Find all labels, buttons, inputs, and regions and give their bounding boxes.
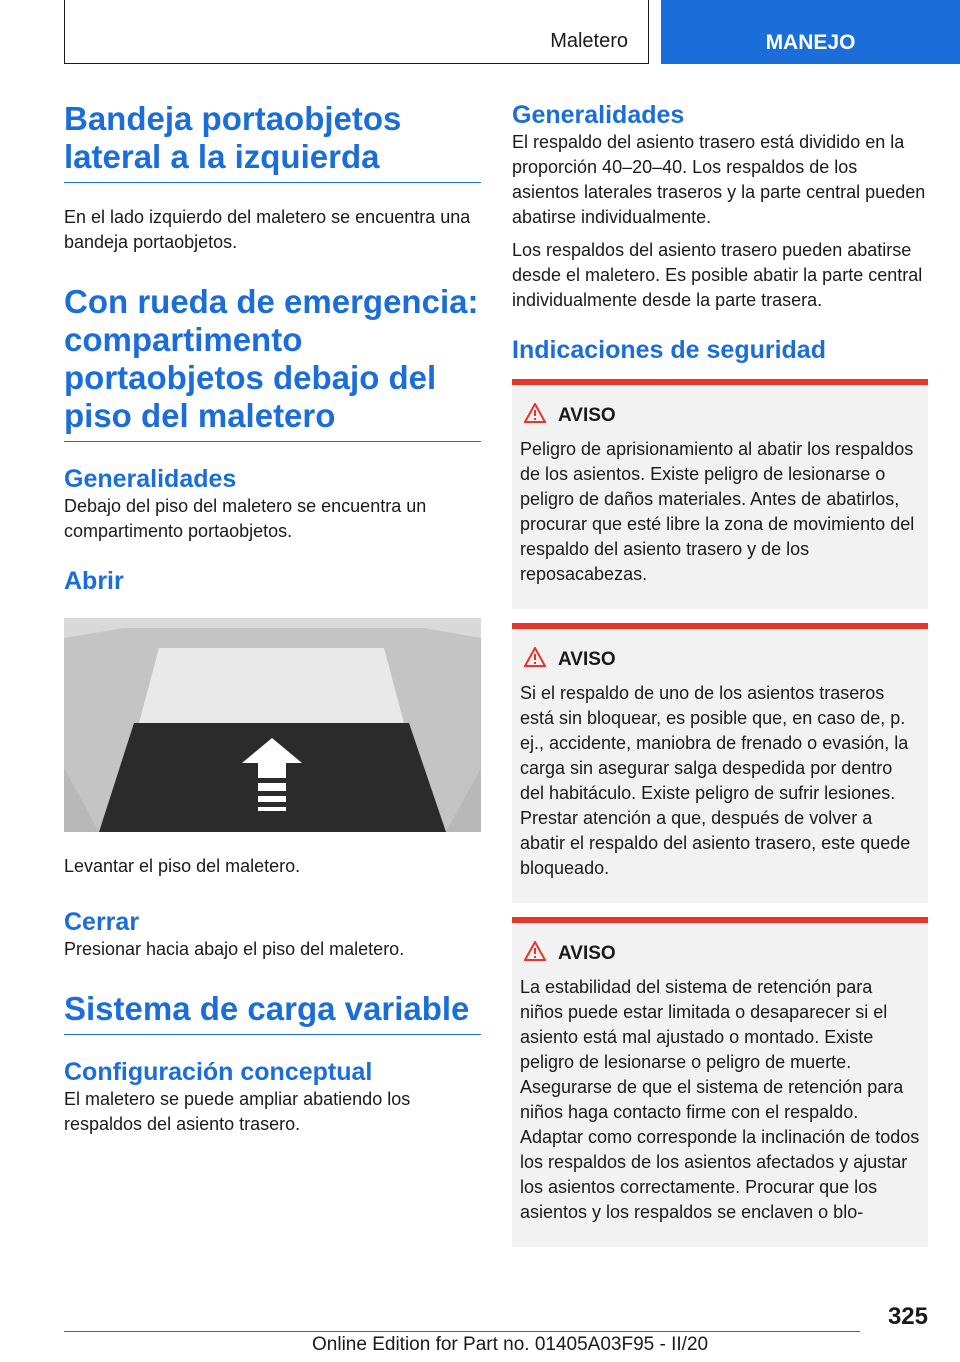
left-column — [64, 100, 481, 1137]
warning-triangle-icon — [524, 403, 546, 429]
trunk-floor-illustration — [64, 618, 481, 832]
footer-divider — [64, 1331, 860, 1332]
heading-abrir: Abrir — [64, 567, 124, 595]
heading-sistema: Sistema de carga variable — [64, 990, 481, 1035]
heading-config: Configuración conceptual — [64, 1058, 373, 1086]
heading-bandeja: Bandeja portaobjetos lateral a la izquierda — [64, 100, 481, 183]
page-number: 325 — [887, 1303, 928, 1330]
header-section-box — [64, 0, 649, 64]
heading-generalidades-left: Generalidades — [64, 465, 237, 493]
text-generalidades-left: Debajo del piso del maletero se encuentra un compartimento portaobjetos. — [64, 496, 427, 541]
warning-title: AVISO — [558, 405, 616, 426]
text-generalidades-2: Los respaldos del asiento trasero pueden abatirse desde el maletero. Es posible abatir la parte central individualmente desde la parte trasera. — [512, 240, 923, 310]
heading-cerrar: Cerrar — [64, 908, 140, 936]
footer-edition: Online Edition for Part no. 01405A03F95 - II/20 — [312, 1334, 709, 1355]
heading-seguridad: Indicaciones de seguridad — [512, 336, 826, 364]
warning-text: Peligro de aprisionamiento al abatir los respaldos de los asientos. Existe peligro de lesionarse o peligro de daños materiales. Antes de abatirlos, procurar que esté libre la zona de movimiento del respaldo del asiento trasero y de los reposacabezas. — [520, 439, 915, 584]
warning-text: Si el respaldo de uno de los asientos traseros está sin bloquear, es posible que, en caso de, p. ej., accidente, maniobra de frenado o evasión, la carga sin asegurar salga despedida por dentro del habitáculo. Existe peligro de sufrir lesiones. Prestar atención a que, después de volver a abatir el respaldo del asiento trasero, este quede bloqueado. — [520, 683, 911, 878]
warning-text: La estabilidad del sistema de retención para niños puede estar limitada o desaparecer si el asiento está mal ajustado o montado. Existe peligro de lesionarse o peligro de muerte. Asegurarse de que el sistema de retención para niños haga contacto firme con el respaldo. Adaptar como corresponde la inclinación de todos los respaldos de los asientos afectados y ajustar los asientos correctamente. Procurar que los asientos y los respaldos se enclaven o blo- — [520, 977, 920, 1222]
right-column — [512, 100, 928, 1247]
text-generalidades-1: El respaldo del asiento trasero está dividido en la proporción 40–20–40. Los respaldos de los asientos laterales traseros y la parte central pueden abatirse individualmente. — [512, 132, 926, 227]
warning-box — [512, 917, 928, 1247]
heading-rueda: Con rueda de emergencia: compartimento portaobjetos debajo del piso del maletero — [64, 283, 481, 442]
heading-generalidades-right: Generalidades — [512, 101, 685, 129]
warning-box — [512, 623, 928, 903]
warning-title: AVISO — [558, 649, 616, 670]
warning-triangle-icon — [524, 647, 546, 673]
warning-triangle-icon — [524, 941, 546, 967]
text-bandeja: En el lado izquierdo del maletero se encuentra una bandeja portaobjetos. — [64, 207, 471, 252]
warning-title: AVISO — [558, 943, 616, 964]
figure-caption: Levantar el piso del maletero. — [64, 856, 301, 876]
warning-box — [512, 379, 928, 609]
header-section-title: Maletero — [550, 30, 628, 52]
header-chapter-tab: MANEJO — [661, 0, 960, 64]
text-cerrar: Presionar hacia abajo el piso del maletero. — [64, 939, 405, 959]
text-config: El maletero se puede ampliar abatiendo los respaldos del asiento trasero. — [64, 1089, 411, 1134]
